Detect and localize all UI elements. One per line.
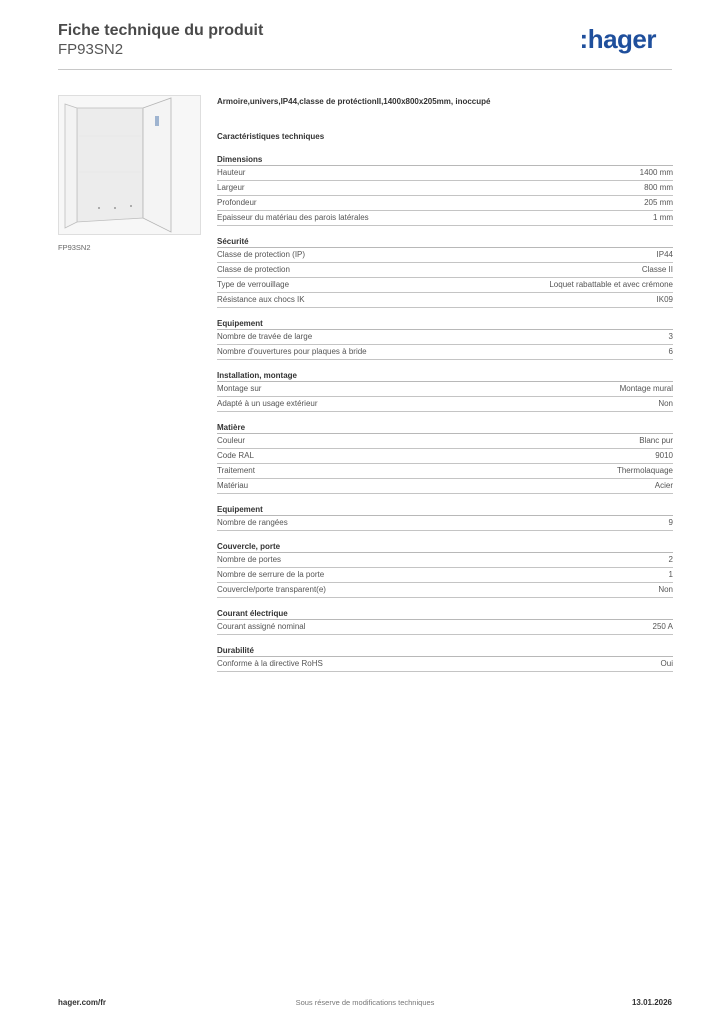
spec-row [217,263,673,278]
spec-row [217,211,673,226]
spec-label: Classe de protection [217,265,290,274]
spec-row [217,196,673,211]
spec-label: Résistance aux chocs IK [217,295,305,304]
spec-value: Oui [660,659,673,668]
page-header [58,22,672,70]
spec-section [217,540,673,598]
cabinet-illustration [59,96,200,234]
spec-row [217,345,673,360]
spec-row [217,657,673,672]
spec-label: Type de verrouillage [217,280,290,289]
section-title: Durabilité [217,644,673,657]
spec-value: 1 mm [653,213,673,222]
spec-value: 2 [668,555,673,564]
spec-section [217,317,673,360]
spec-label: Hauteur [217,168,246,177]
tech-heading: Caractéristiques techniques [217,132,325,141]
spec-value: IK09 [656,295,673,304]
spec-section [217,644,673,672]
spec-label: Traitement [217,466,255,475]
spec-label: Conforme à la directive RoHS [217,659,323,668]
product-image [58,95,201,235]
spec-row [217,181,673,196]
spec-value: Blanc pur [639,436,673,445]
section-title: Sécurité [217,235,673,248]
spec-row [217,553,673,568]
spec-label: Nombre de rangées [217,518,288,527]
spec-label: Profondeur [217,198,257,207]
spec-section [217,235,673,308]
spec-value: 250 A [652,622,673,631]
spec-value: 1 [668,570,673,579]
specs-content [217,95,673,681]
section-title: Equipement [217,503,673,516]
section-title: Equipement [217,317,673,330]
spec-row [217,479,673,494]
hager-logo: :hager [579,24,656,54]
spec-value: 9010 [655,451,673,460]
footer-date: 13.01.2026 [631,998,672,1007]
spec-label: Adapté à un usage extérieur [217,399,318,408]
spec-value: 6 [668,347,673,356]
spec-label: Matériau [217,481,249,490]
spec-row [217,278,673,293]
section-title: Courant électrique [217,607,673,620]
spec-row [217,166,673,181]
product-description: Armoire,univers,IP44,classe de protéctionII,1400x800x205mm, inoccupé [217,97,491,106]
footer-site-link[interactable]: hager.com/fr [58,998,107,1007]
product-reference: FP93SN2 [58,41,124,58]
spec-label: Courant assigné nominal [217,622,306,631]
spec-value: 3 [668,332,673,341]
spec-label: Epaisseur du matériau des parois latérales [217,213,369,222]
spec-value: Loquet rabattable et avec crémone [549,280,673,289]
spec-value: 800 mm [644,183,673,192]
spec-value: IP44 [656,250,673,259]
spec-row [217,397,673,412]
spec-label: Montage sur [217,384,262,393]
spec-label: Classe de protection (IP) [217,250,306,259]
spec-sections [217,153,673,672]
spec-row [217,449,673,464]
spec-value: Non [658,585,673,594]
page-footer [58,998,672,1010]
spec-section [217,369,673,412]
spec-label: Largeur [217,183,245,192]
spec-value: 9 [668,518,673,527]
spec-row [217,516,673,531]
section-title: Installation, montage [217,369,673,382]
spec-label: Nombre d'ouvertures pour plaques à bride [217,347,367,356]
spec-section [217,503,673,531]
spec-section [217,153,673,226]
spec-row [217,330,673,345]
spec-section [217,421,673,494]
spec-row [217,583,673,598]
spec-label: Nombre de portes [217,555,282,564]
spec-row [217,382,673,397]
spec-value: 205 mm [644,198,673,207]
section-title: Dimensions [217,153,673,166]
spec-label: Code RAL [217,451,254,460]
image-caption: FP93SN2 [58,243,91,252]
spec-value: Thermolaquage [616,466,673,475]
section-title: Matière [217,421,673,434]
spec-row [217,248,673,263]
spec-label: Couvercle/porte transparent(e) [217,585,326,594]
spec-section [217,607,673,635]
spec-row [217,293,673,308]
section-title: Couvercle, porte [217,540,673,553]
spec-value: 1400 mm [639,168,673,177]
spec-row [217,620,673,635]
spec-value: Acier [654,481,673,490]
spec-value: Non [658,399,673,408]
spec-value: Classe II [641,265,673,274]
spec-row [217,434,673,449]
spec-value: Montage mural [619,384,673,393]
spec-label: Couleur [217,436,246,445]
footer-notice: Sous réserve de modifications techniques [295,998,435,1007]
spec-label: Nombre de serrure de la porte [217,570,325,579]
spec-row [217,464,673,479]
spec-label: Nombre de travée de large [217,332,313,341]
document-title: Fiche technique du produit [58,22,264,39]
spec-row [217,568,673,583]
